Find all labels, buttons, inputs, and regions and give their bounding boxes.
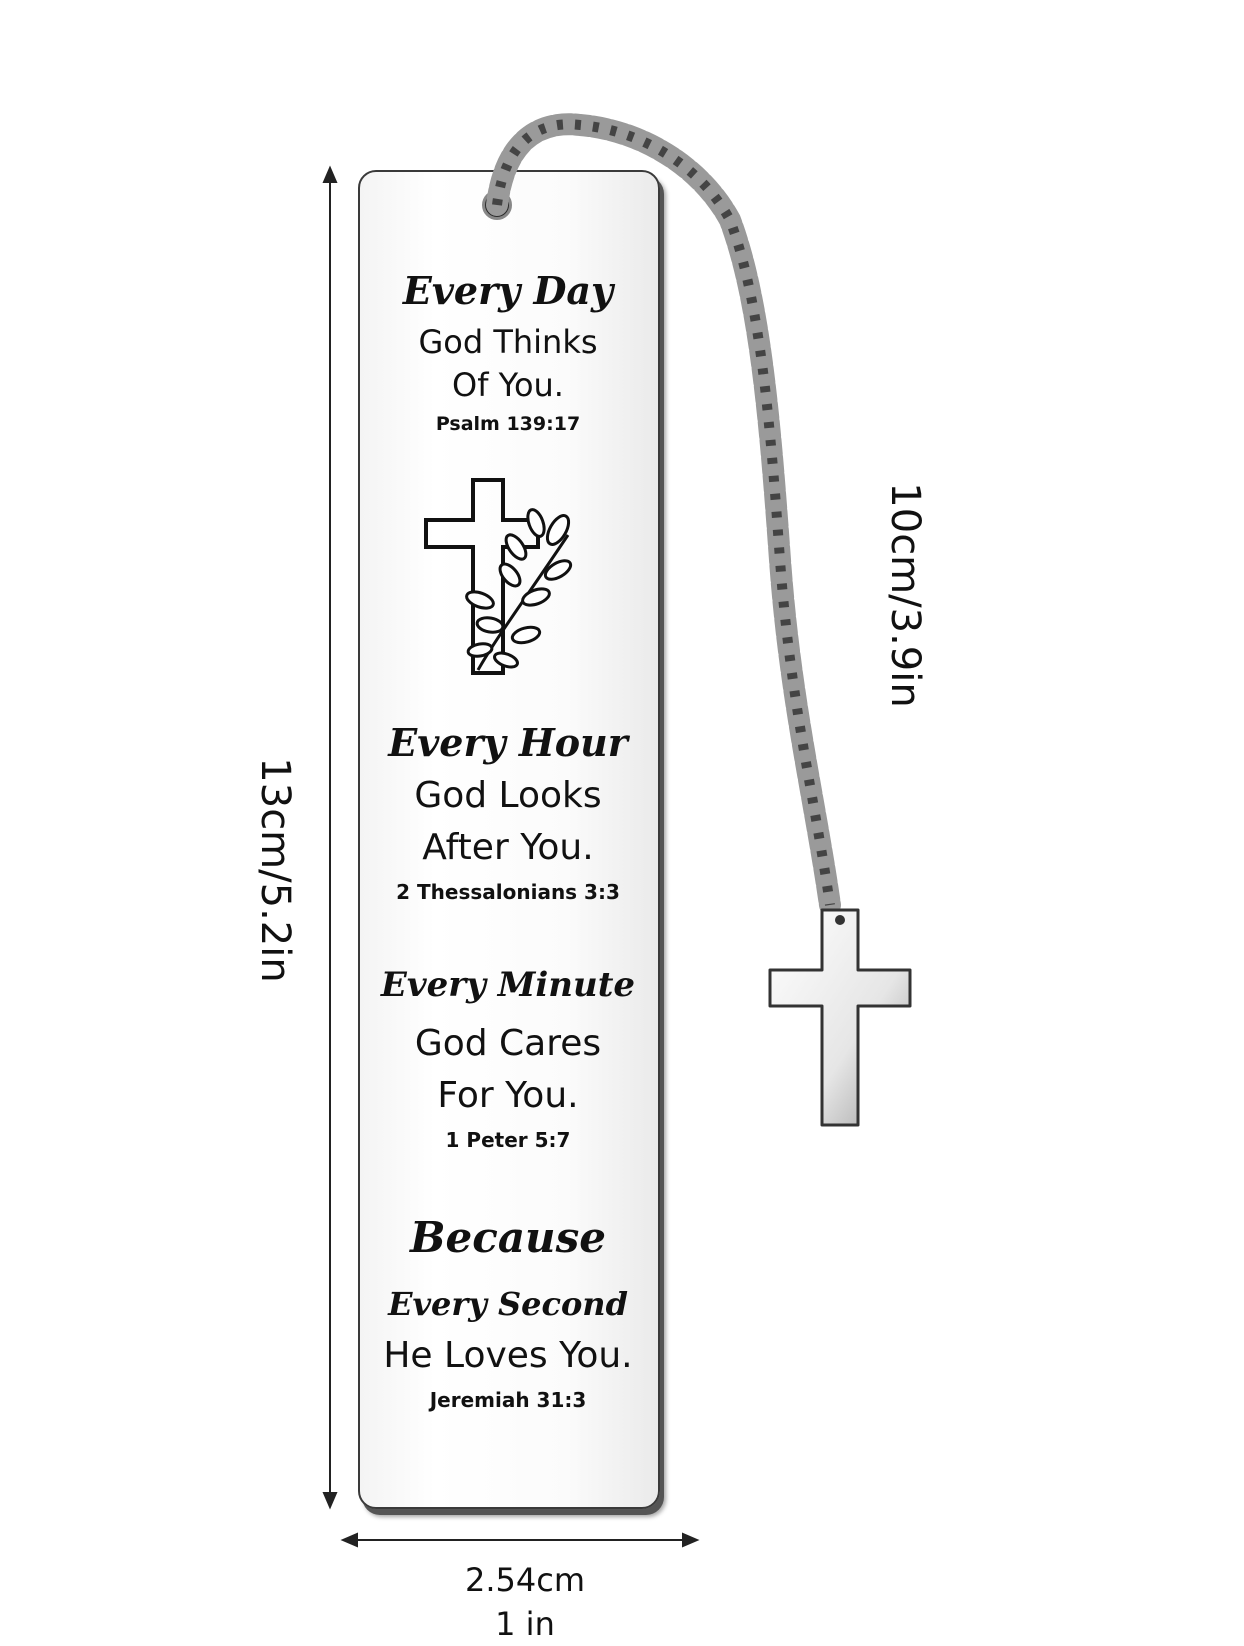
verse4-script2: Every Second <box>388 1285 628 1323</box>
verse4-line1: He Loves You. <box>383 1335 633 1376</box>
height-dimension-label: 13cm/5.2in <box>252 757 298 983</box>
width-cm-label: 2.54cm <box>464 1561 586 1599</box>
verse2-script: Every Hour <box>388 720 628 765</box>
verse1-script: Every Day <box>402 268 614 313</box>
chain-length-label: 10cm/3.9in <box>882 482 928 708</box>
verse2-line1: God Looks <box>414 775 602 816</box>
verse1-line1: God Thinks <box>418 323 598 361</box>
verse3-script: Every Minute <box>380 965 636 1005</box>
cross-with-leaves-icon <box>418 475 598 685</box>
verse3-line2: For You. <box>437 1075 579 1116</box>
verse1-ref: Psalm 139:17 <box>435 413 581 435</box>
verse3-ref: 1 Peter 5:7 <box>445 1128 571 1152</box>
verse2-ref: 2 Thessalonians 3:3 <box>396 880 620 904</box>
cross-pendant-icon <box>760 900 920 1140</box>
width-in-label: 1 in <box>495 1605 555 1643</box>
verse1-line2: Of You. <box>452 366 564 404</box>
verse4-script1: Because <box>410 1213 606 1262</box>
verse2-line2: After You. <box>422 827 594 868</box>
verse4-ref: Jeremiah 31:3 <box>429 1388 587 1412</box>
verse3-line1: God Cares <box>414 1023 602 1064</box>
